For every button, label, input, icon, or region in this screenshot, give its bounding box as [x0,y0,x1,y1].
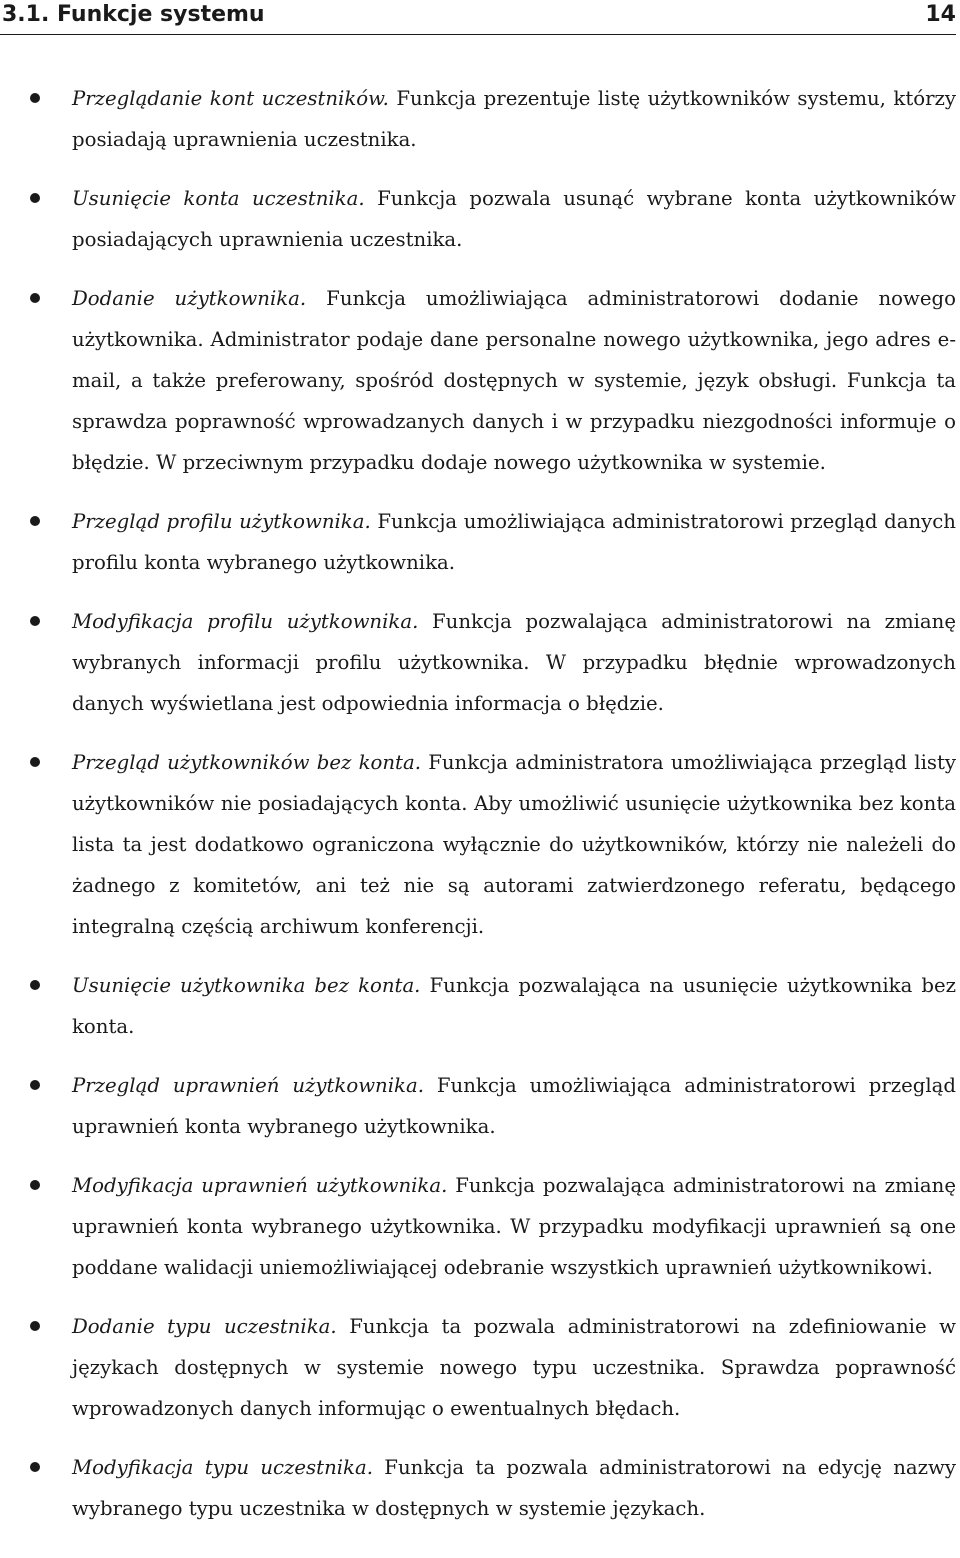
bullet-icon [30,93,40,103]
list-item [0,501,960,583]
item-term: Przegląd profilu użytkownika. [72,510,371,533]
bullet-icon [30,757,40,767]
bullet-icon [30,616,40,626]
item-description: Funkcja pozwalająca administratorowi na zmianę uprawnień konta wybranego użytkownika. W przypadku modyfikacji uprawnień są one poddane walidacji uniemożliwiającej odebranie wszystkich uprawnień użytkownikowi. [72,1174,956,1279]
item-term: Przegląd uprawnień użytkownika. [72,1074,424,1097]
list-item [0,178,960,260]
bullet-icon [30,1462,40,1472]
list-item [0,278,960,483]
bullet-icon [30,516,40,526]
system-functions-list [0,78,960,1547]
item-term: Przegląd użytkowników bez konta. [72,751,421,774]
item-description: Funkcja umożliwiająca administratorowi przegląd uprawnień konta wybranego użytkownika. [72,1074,956,1138]
list-item [0,1306,960,1429]
running-header [0,1,956,29]
list-item [0,965,960,1047]
section-title: 3.1. Funkcje systemu [2,2,265,27]
bullet-icon [30,193,40,203]
list-item [0,601,960,724]
item-description: Funkcja umożliwiająca administratorowi dodanie nowego użytkownika. Administrator podaje dane personalne nowego użytkownika, jego adres e-mail, a także preferowany, spośród dostępnych w systemie, język obsługi. Funkcja ta sprawdza poprawność wprowadzanych danych i w przypadku niezgodności informuje o błędzie. W przeciwnym przypadku dodaje nowego użytkownika w systemie. [72,287,956,474]
page-number: 14 [925,2,956,27]
item-term: Modyfikacja uprawnień użytkownika. [72,1174,448,1197]
item-description: Funkcja pozwala usunąć wybrane konta użytkowników posiadających uprawnienia uczestnika. [72,187,957,251]
list-item [0,1165,960,1288]
item-description: Funkcja ta pozwala administratorowi na zdefiniowanie w językach dostępnych w systemie nowego typu uczestnika. Sprawdza poprawność wprowadzonych danych informując o ewentualnych błędach. [72,1315,956,1420]
item-term: Dodanie użytkownika. [72,287,307,310]
list-item [0,78,960,160]
item-term: Usunięcie konta uczestnika. [72,187,365,210]
item-term: Usunięcie użytkownika bez konta. [72,974,421,997]
list-item [0,1065,960,1147]
item-description: Funkcja pozwalająca administratorowi na zmianę wybranych informacji profilu użytkownika. W przypadku błędnie wprowadzonych danych wyświetlana jest odpowiednia informacja o błędzie. [72,610,956,715]
item-term: Przeglądanie kont uczestników. [72,87,389,110]
bullet-icon [30,293,40,303]
bullet-icon [30,980,40,990]
header-rule [0,34,956,35]
item-term: Dodanie typu uczestnika. [72,1315,337,1338]
item-description: Funkcja prezentuje listę użytkowników systemu, którzy posiadają uprawnienia uczestnika. [72,87,957,151]
bullet-icon [30,1180,40,1190]
item-term: Modyfikacja typu uczestnika. [72,1456,373,1479]
list-item [0,1447,960,1529]
item-description: Funkcja pozwalająca na usunięcie użytkownika bez konta. [72,974,956,1038]
item-description: Funkcja ta pozwala administratorowi na edycję nazwy wybranego typu uczestnika w dostępnych w systemie językach. [72,1456,956,1520]
item-description: Funkcja administratora umożliwiająca przegląd listy użytkowników nie posiadających konta. Aby umożliwić usunięcie użytkownika bez konta lista ta jest dodatkowo ograniczona wyłącznie do użytkowników, którzy nie należeli do żadnego z komitetów, ani też nie są autorami zatwierdzonego referatu, będącego integralną częścią archiwum konferencji. [72,751,957,938]
bullet-icon [30,1321,40,1331]
item-description: Funkcja umożliwiająca administratorowi przegląd danych profilu konta wybranego użytkownika. [72,510,956,574]
list-item [0,742,960,947]
item-term: Modyfikacja profilu użytkownika. [72,610,419,633]
bullet-icon [30,1080,40,1090]
